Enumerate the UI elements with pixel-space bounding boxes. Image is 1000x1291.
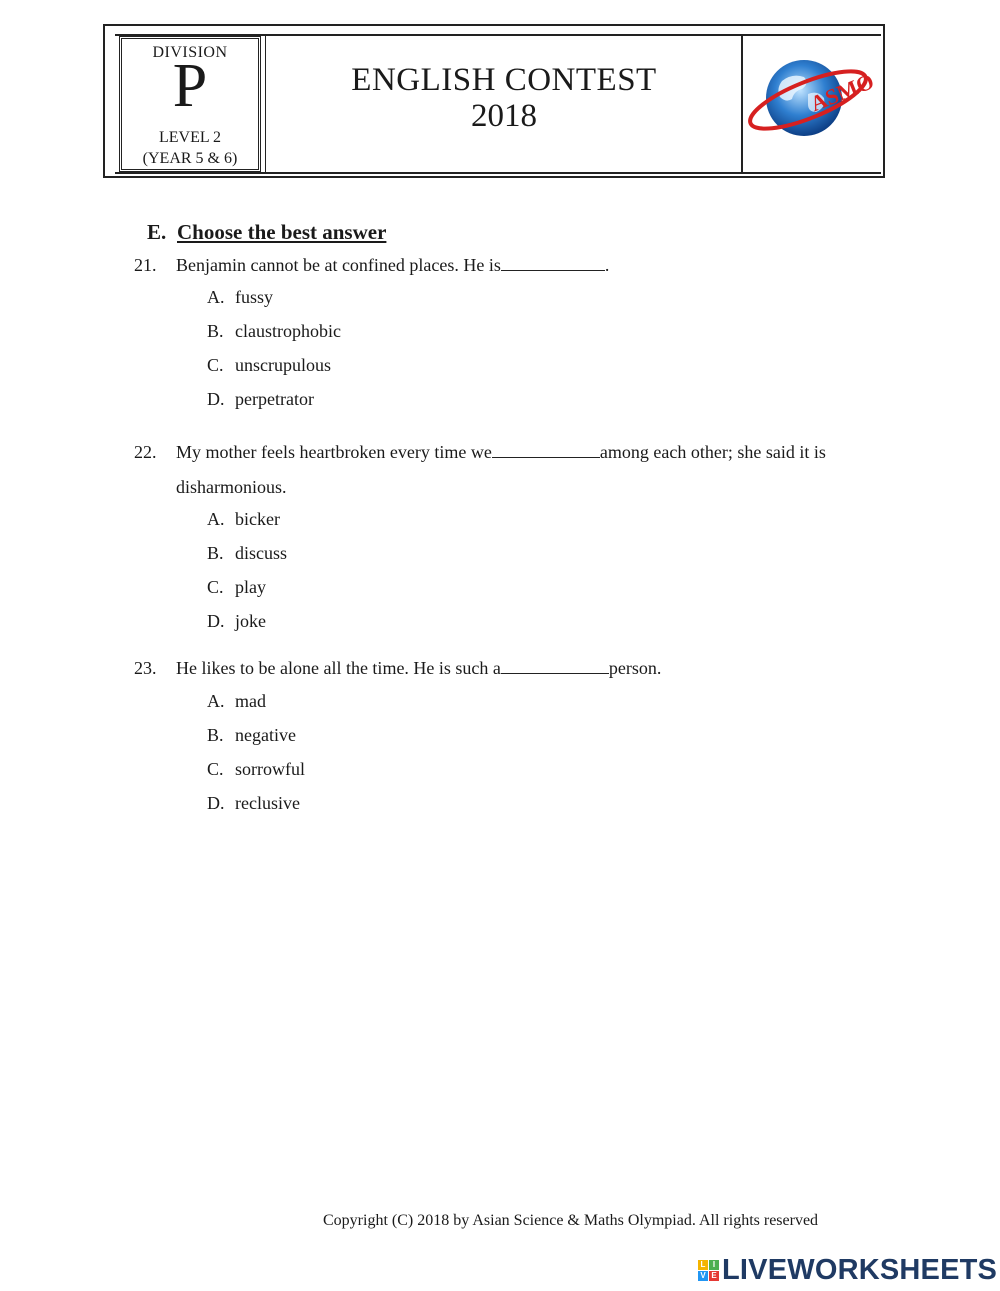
contest-year: 2018 [471, 98, 537, 134]
option-text: mad [235, 691, 266, 711]
option-letter: C. [207, 355, 224, 375]
option-text: perpetrator [235, 389, 314, 409]
question-number: 22. [134, 442, 157, 462]
option-letter: D. [207, 793, 225, 813]
logo-text: ASMO [806, 68, 878, 117]
option-letter: A. [207, 509, 225, 529]
option-letter: A. [207, 691, 225, 711]
option-letter: A. [207, 287, 225, 307]
question-text-after: person. [608, 658, 662, 678]
watermark-text: LIVEWORKSHEETS [722, 1254, 998, 1286]
answer-blank[interactable] [501, 659, 609, 674]
liveworksheets-watermark[interactable] [698, 1254, 997, 1287]
option-text: joke [235, 611, 266, 631]
option-letter: B. [207, 543, 224, 563]
answer-option[interactable] [207, 321, 341, 342]
header-box [103, 24, 885, 178]
question-text [176, 442, 826, 463]
question-text [176, 255, 609, 276]
question-number: 21. [134, 255, 157, 275]
answer-option[interactable] [207, 793, 300, 814]
question-text-before: He likes to be alone all the time. He is such a [176, 658, 501, 678]
option-letter: D. [207, 611, 225, 631]
answer-blank[interactable] [501, 256, 605, 271]
option-letter: D. [207, 389, 225, 409]
watermark-grid-letter: E [709, 1271, 719, 1281]
question-text-before: Benjamin cannot be at confined places. He is [176, 255, 501, 275]
section-letter: E. [147, 220, 167, 244]
answer-option[interactable] [207, 759, 305, 780]
answer-option[interactable] [207, 543, 287, 564]
header-inner [115, 34, 881, 174]
answer-option[interactable] [207, 611, 266, 632]
answer-option[interactable] [207, 509, 280, 530]
section-title: Choose the best answer [177, 220, 387, 244]
level-label: LEVEL 2 [158, 129, 222, 146]
option-text: reclusive [235, 793, 300, 813]
contest-title: ENGLISH CONTEST [351, 62, 657, 98]
option-text: negative [235, 725, 296, 745]
option-text: unscrupulous [235, 355, 331, 375]
section-heading [147, 220, 386, 245]
answer-option[interactable] [207, 577, 266, 598]
option-text: fussy [235, 287, 274, 307]
title-cell [265, 36, 743, 172]
division-label: DIVISION [152, 44, 228, 61]
option-text: bicker [235, 509, 280, 529]
option-letter: B. [207, 725, 224, 745]
option-letter: C. [207, 577, 224, 597]
answer-option[interactable] [207, 725, 296, 746]
answer-option[interactable] [207, 389, 314, 410]
answer-option[interactable] [207, 691, 266, 712]
logo-cell [741, 36, 882, 172]
answer-blank[interactable] [492, 443, 600, 458]
watermark-grid-letter: V [698, 1271, 708, 1281]
answer-option[interactable] [207, 287, 273, 308]
option-text: play [235, 577, 266, 597]
question-text-after: . [604, 255, 610, 275]
question-text-after: among each other; she said it is [599, 442, 826, 462]
copyright-footer: Copyright (C) 2018 by Asian Science & Maths Olympiad. All rights reserved [323, 1212, 819, 1229]
answer-option[interactable] [207, 355, 331, 376]
option-letter: C. [207, 759, 224, 779]
option-text: claustrophobic [235, 321, 341, 341]
liveworksheets-icon [698, 1260, 719, 1281]
question-text-line2: disharmonious. [176, 477, 287, 497]
division-letter: P [172, 52, 208, 120]
division-cell [119, 36, 261, 172]
question-number: 23. [134, 658, 157, 678]
option-text: sorrowful [235, 759, 305, 779]
year-label: (YEAR 5 & 6) [142, 150, 238, 167]
asmo-globe-logo [742, 46, 882, 162]
question-text-before: My mother feels heartbroken every time we [176, 442, 492, 462]
question-text [176, 658, 661, 679]
option-text: discuss [235, 543, 288, 563]
option-letter: B. [207, 321, 224, 341]
watermark-grid-letter: I [709, 1260, 719, 1270]
watermark-grid-letter: L [698, 1260, 708, 1270]
